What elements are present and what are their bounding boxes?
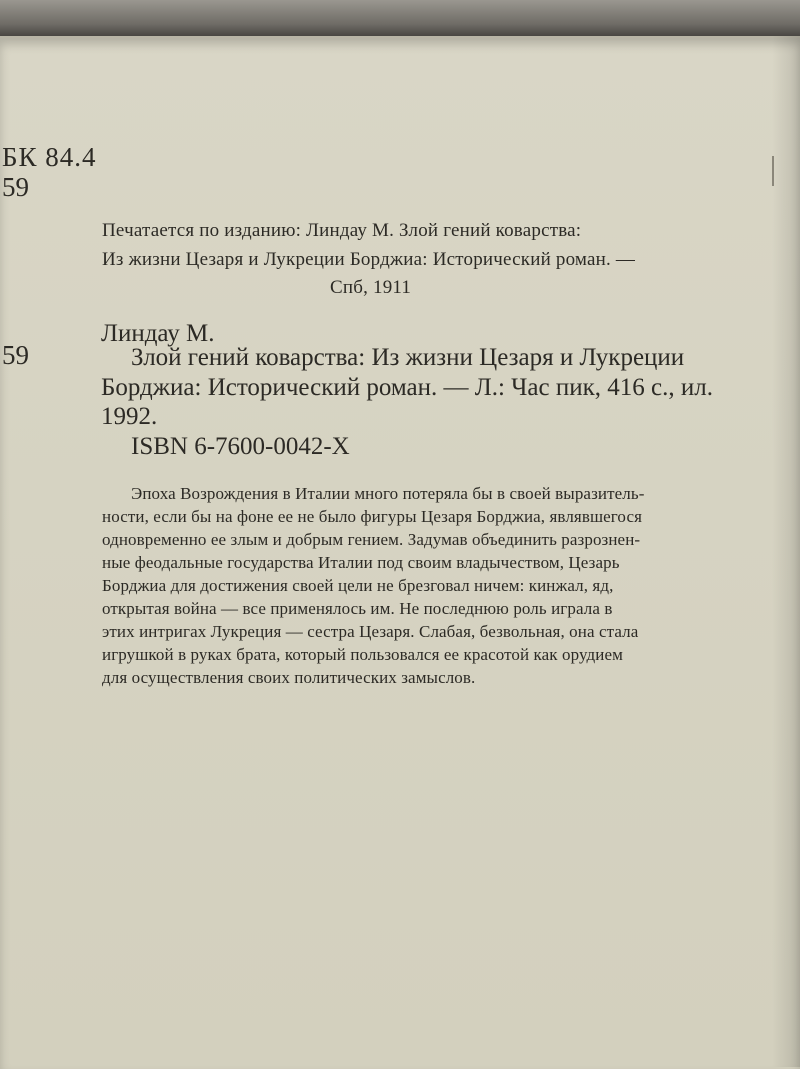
imprint-line-2: Из жизни Цезаря и Лукреции Борджиа: Исторический роман. — bbox=[102, 249, 636, 270]
abstract-line-4: ные феодальные государства Италии под своим владычеством, Цезарь bbox=[102, 553, 620, 572]
abstract-line-3: одновременно ее злым и добрым гением. Задумав объединить разрознен- bbox=[102, 530, 641, 549]
catalog-line-3: 1992. bbox=[101, 403, 158, 430]
author-mark-top: 59 bbox=[2, 172, 29, 202]
page-shadow bbox=[772, 36, 800, 1067]
background-surface bbox=[0, 0, 800, 40]
abstract-line-2: ности, если бы на фоне ее не было фигуры Цезаря Борджиа, являвшегося bbox=[102, 507, 643, 526]
abstract-line-9: для осуществления своих политических замыслов. bbox=[102, 668, 476, 687]
catalog-line-1: Злой гений коварства: Из жизни Цезаря и Лукреции bbox=[131, 344, 685, 371]
author-mark-entry: 59 bbox=[2, 340, 29, 370]
abstract-line-6: открытая война — все применялось им. Не последнюю роль играла в bbox=[102, 599, 613, 618]
catalog-author: Линдау М. bbox=[101, 320, 215, 347]
abstract-line-8: игрушкой в руках брата, который пользовался ее красотой как орудием bbox=[102, 645, 623, 664]
catalog-line-2: Борджиа: Исторический роман. — Л.: Час пик, 416 с., ил. bbox=[101, 374, 713, 401]
imprint-line-1: Печатается по изданию: Линдау М. Злой гений коварства: bbox=[102, 220, 582, 241]
imprint-line-3: Спб, 1911 bbox=[330, 277, 412, 298]
abstract-line-7: этих интригах Лукреция — сестра Цезаря. Слабая, безвольная, она стала bbox=[102, 622, 639, 641]
abstract-line-1: Эпоха Возрождения в Италии много потеряла бы в своей выразитель- bbox=[131, 484, 645, 503]
bbk-code: БК 84.4 bbox=[2, 142, 97, 172]
abstract-line-5: Борджиа для достижения своей цели не брезговал ничем: кинжал, яд, bbox=[102, 576, 614, 595]
isbn: ISBN 6-7600-0042-X bbox=[131, 433, 350, 460]
book-page bbox=[0, 36, 800, 1069]
